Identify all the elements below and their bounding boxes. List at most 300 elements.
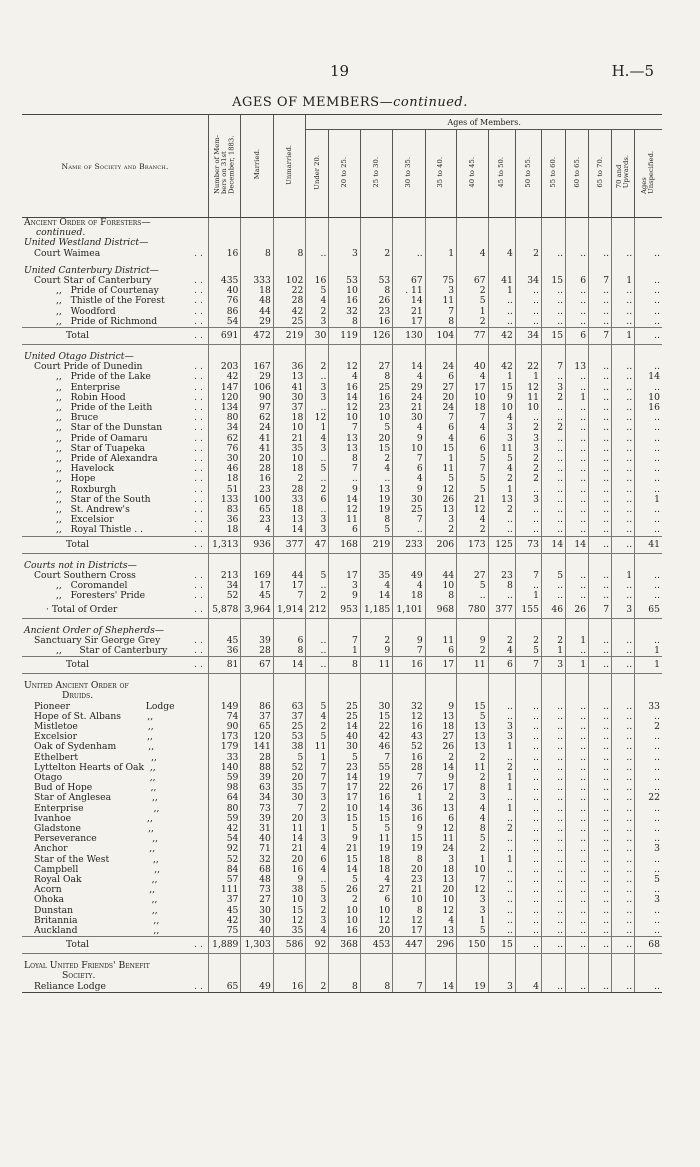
cell: ..: [612, 636, 635, 646]
cell: 11: [273, 824, 305, 834]
cell: 18: [208, 525, 240, 536]
row-name: [22, 602, 208, 619]
cell: [329, 259, 360, 266]
cell: 16: [360, 317, 392, 328]
cell: [329, 553, 360, 561]
cell: 2: [488, 636, 515, 646]
cell: 12: [425, 485, 456, 495]
cell: [241, 674, 273, 682]
cell: [208, 618, 240, 626]
cell: 1: [566, 636, 589, 646]
cell: 3: [306, 393, 329, 403]
table-row: [22, 362, 662, 372]
cell: ..: [488, 591, 515, 601]
cell: 11: [515, 393, 541, 403]
cell: 5: [541, 571, 565, 581]
cell: 7: [393, 515, 425, 525]
cell: ..: [541, 581, 565, 591]
header-age-label: 65 to 70.: [595, 156, 604, 188]
table-row: [22, 444, 662, 454]
cell: 2: [425, 753, 456, 763]
cell: ..: [612, 773, 635, 783]
cell: 25: [273, 722, 305, 732]
cell: ..: [566, 646, 589, 657]
cell: 3: [541, 657, 565, 674]
cell: 13: [273, 372, 305, 382]
cell: 33: [273, 495, 305, 505]
cell: ..: [515, 753, 541, 763]
cell: 23: [360, 307, 392, 317]
cell: ..: [589, 423, 612, 433]
cell: 10: [273, 895, 305, 905]
table-row: [22, 525, 662, 536]
cell: 10: [273, 423, 305, 433]
cell: 8: [360, 515, 392, 525]
cell: 41: [241, 434, 273, 444]
cell: [393, 674, 425, 682]
row-label: Bud of Hope ,,: [34, 783, 157, 794]
table-row: [22, 317, 662, 328]
cell: ..: [612, 403, 635, 413]
table-row: [22, 296, 662, 306]
row-label: United Canterbury District—: [24, 265, 159, 276]
cell: ..: [589, 937, 612, 954]
cell: 20: [241, 454, 273, 464]
row-label: Total: [66, 330, 90, 342]
row-leader: . .: [194, 454, 203, 465]
cell: ..: [635, 763, 662, 773]
cell: ..: [635, 307, 662, 317]
cell: 7: [273, 591, 305, 601]
cell: [566, 691, 589, 701]
cell: ..: [541, 793, 565, 803]
cell: 2: [488, 763, 515, 773]
cell: 48: [241, 296, 273, 306]
cell: ..: [612, 844, 635, 854]
cell: ..: [541, 591, 565, 601]
cell: 104: [425, 328, 456, 345]
cell: 28: [393, 763, 425, 773]
table-row: [22, 916, 662, 926]
cell: [515, 961, 541, 971]
cell: [360, 259, 392, 266]
cell: 23: [360, 403, 392, 413]
cell: ..: [488, 875, 515, 885]
cell: ..: [612, 383, 635, 393]
cell: 14: [635, 372, 662, 382]
cell: 16: [273, 865, 305, 875]
cell: 9: [425, 773, 456, 783]
row-leader: . .: [194, 484, 203, 495]
cell: 76: [208, 296, 240, 306]
row-name: [22, 383, 208, 393]
cell: [457, 961, 488, 971]
row-name: [22, 626, 208, 636]
header-age-label: 45 to 50.: [497, 156, 506, 188]
cell: 4: [393, 423, 425, 433]
cell: 168: [329, 536, 360, 553]
cell: 13: [360, 485, 392, 495]
cell: [541, 345, 565, 353]
cell: ..: [589, 591, 612, 601]
cell: 20: [360, 926, 392, 937]
cell: ..: [589, 916, 612, 926]
cell: ..: [635, 362, 662, 372]
row-label: ,, Enterprise: [56, 382, 121, 393]
row-label: Excelsior ,,: [34, 732, 153, 743]
cell: 15: [488, 937, 515, 954]
cell: 65: [241, 722, 273, 732]
cell: 3: [515, 434, 541, 444]
cell: 7: [515, 571, 541, 581]
cell: 10: [488, 403, 515, 413]
row-name: [22, 753, 208, 763]
table-row: [22, 495, 662, 505]
cell: ..: [541, 804, 565, 814]
row-name: [22, 505, 208, 515]
cell: 8: [241, 249, 273, 259]
cell: 8: [273, 646, 305, 657]
cell: 53: [360, 276, 392, 286]
cell: 1,889: [208, 937, 240, 954]
cell: ..: [515, 834, 541, 844]
row-name: [22, 352, 208, 362]
table-row: [22, 403, 662, 413]
cell: 169: [241, 571, 273, 581]
cell: [208, 345, 240, 353]
cell: ..: [566, 444, 589, 454]
cell: [589, 961, 612, 971]
row-label: Otago ,,: [34, 772, 156, 783]
table-row: [22, 434, 662, 444]
cell: 16: [329, 926, 360, 937]
cell: ..: [589, 722, 612, 732]
row-name: [22, 464, 208, 474]
cell: 21: [393, 885, 425, 895]
cell: 18: [393, 591, 425, 601]
cell: [393, 228, 425, 238]
cell: 62: [208, 434, 240, 444]
cell: [515, 681, 541, 691]
cell: 1,101: [393, 602, 425, 619]
row-label: Britannia ,,: [34, 915, 160, 926]
cell: 3: [457, 793, 488, 803]
cell: 8: [425, 591, 456, 601]
cell: 8: [329, 454, 360, 464]
cell: [488, 681, 515, 691]
cell: ..: [515, 742, 541, 752]
cell: ..: [488, 712, 515, 722]
cell: 34: [208, 581, 240, 591]
cell: [241, 681, 273, 691]
cell: ..: [612, 722, 635, 732]
cell: 65: [241, 505, 273, 515]
cell: 73: [241, 804, 273, 814]
row-name: [22, 591, 208, 601]
cell: 4: [457, 515, 488, 525]
cell: 92: [306, 937, 329, 954]
cell: ..: [515, 906, 541, 916]
cell: 26: [393, 783, 425, 793]
cell: 6: [566, 276, 589, 286]
cell: ..: [612, 485, 635, 495]
cell: 25: [329, 712, 360, 722]
cell: 13: [273, 515, 305, 525]
row-leader: . .: [194, 382, 203, 393]
header-age-12: [635, 130, 662, 218]
cell: ..: [589, 732, 612, 742]
cell: 24: [425, 844, 456, 854]
cell: 5: [457, 926, 488, 937]
table-row: [22, 591, 662, 601]
cell: 6: [306, 855, 329, 865]
cell: ..: [515, 307, 541, 317]
cell: ..: [635, 855, 662, 865]
row-label: ,, Pride of the Lake: [56, 372, 151, 383]
table-row: [22, 505, 662, 515]
cell: 92: [208, 844, 240, 854]
cell: 206: [425, 536, 456, 553]
cell: ..: [566, 804, 589, 814]
cell: [273, 345, 305, 353]
header-age-label: 40 to 45.: [467, 156, 476, 188]
row-name: [22, 495, 208, 505]
cell: 17: [329, 793, 360, 803]
cell: 4: [488, 464, 515, 474]
cell: ..: [612, 937, 635, 954]
cell: 4: [488, 646, 515, 657]
cell: ..: [589, 485, 612, 495]
row-leader: . .: [194, 645, 203, 656]
cell: ..: [612, 906, 635, 916]
cell: 179: [208, 742, 240, 752]
cell: [635, 218, 662, 229]
row-name: [22, 536, 208, 553]
table-row: [22, 804, 662, 814]
row-label: Courts not in Districts—: [24, 560, 137, 571]
cell: 22: [273, 286, 305, 296]
table-row: [22, 474, 662, 484]
cell: 8: [329, 317, 360, 328]
cell: 90: [241, 393, 273, 403]
cell: 90: [208, 722, 240, 732]
cell: 147: [208, 383, 240, 393]
cell: ..: [566, 702, 589, 712]
cell: 24: [241, 423, 273, 433]
row-label: Reliance Lodge: [34, 981, 106, 992]
cell: ..: [566, 722, 589, 732]
cell: 10: [393, 444, 425, 454]
cell: 19: [360, 505, 392, 515]
header-age-label: 50 to 55.: [523, 156, 532, 188]
cell: ..: [566, 423, 589, 433]
cell: 31: [241, 824, 273, 834]
cell: 141: [241, 742, 273, 752]
cell: 5: [457, 834, 488, 844]
cell: ..: [306, 636, 329, 646]
cell: 1: [635, 495, 662, 505]
cell: ..: [635, 444, 662, 454]
row-name: [22, 783, 208, 793]
cell: 17: [457, 383, 488, 393]
cell: 7: [393, 982, 425, 993]
cell: ..: [589, 702, 612, 712]
cell: [425, 691, 456, 701]
cell: ..: [541, 464, 565, 474]
row-name: [22, 276, 208, 286]
cell: 12: [306, 413, 329, 423]
cell: 1: [488, 372, 515, 382]
row-label: Ivanhoe ,,: [34, 813, 153, 824]
cell: 8: [425, 317, 456, 328]
cell: [360, 553, 392, 561]
table-row: [22, 926, 662, 937]
cell: 10: [273, 454, 305, 464]
cell: 1: [425, 249, 456, 259]
cell: 5: [457, 296, 488, 306]
cell: 45: [241, 591, 273, 601]
row-name: [22, 844, 208, 854]
cell: [635, 961, 662, 971]
table-row: [22, 906, 662, 916]
table-row: [22, 691, 662, 701]
cell: 19: [360, 495, 392, 505]
cell: ..: [612, 474, 635, 484]
cell: 6: [425, 423, 456, 433]
cell: 35: [273, 783, 305, 793]
cell: 9: [360, 646, 392, 657]
cell: ..: [635, 317, 662, 328]
cell: 100: [241, 495, 273, 505]
cell: [457, 674, 488, 682]
header-age-4: [425, 130, 456, 218]
cell: ..: [541, 372, 565, 382]
cell: ..: [612, 885, 635, 895]
cell: 14: [329, 722, 360, 732]
cell: 5,878: [208, 602, 240, 619]
cell: [457, 618, 488, 626]
cell: [515, 674, 541, 682]
row-name: [22, 657, 208, 674]
cell: 4: [393, 581, 425, 591]
row-name: [22, 454, 208, 464]
cell: ..: [541, 742, 565, 752]
cell: 18: [360, 855, 392, 865]
cell: [425, 681, 456, 691]
cell: [241, 954, 273, 962]
row-name: [22, 434, 208, 444]
cell: ..: [589, 773, 612, 783]
row-label: United Otago District—: [24, 352, 134, 363]
row-name: [22, 875, 208, 885]
cell: ..: [589, 495, 612, 505]
cell: 75: [425, 276, 456, 286]
cell: ..: [635, 865, 662, 875]
cell: 15: [360, 712, 392, 722]
cell: ..: [635, 434, 662, 444]
table-row: [22, 783, 662, 793]
cell: 15: [425, 444, 456, 454]
cell: ..: [635, 636, 662, 646]
cell: [635, 691, 662, 701]
cell: 11: [457, 763, 488, 773]
spacer-row: [22, 674, 662, 682]
cell: ..: [541, 895, 565, 905]
row-leader: . .: [194, 248, 203, 259]
cell: 3: [488, 423, 515, 433]
cell: 213: [208, 571, 240, 581]
cell: 15: [360, 444, 392, 454]
cell: 24: [425, 403, 456, 413]
cell: [425, 618, 456, 626]
cell: [566, 954, 589, 962]
cell: [635, 681, 662, 691]
row-label: Ohoka ,,: [34, 895, 158, 906]
cell: [515, 345, 541, 353]
cell: 173: [457, 536, 488, 553]
cell: 13: [425, 505, 456, 515]
table-row: [22, 571, 662, 581]
row-leader: . .: [194, 659, 203, 671]
spacer-row: [22, 553, 662, 561]
cell: [329, 618, 360, 626]
cell: 5: [306, 571, 329, 581]
cell: 30: [241, 916, 273, 926]
cell: 3,964: [241, 602, 273, 619]
row-name: [22, 553, 208, 561]
cell: ..: [589, 393, 612, 403]
cell: 12: [360, 916, 392, 926]
cell: 15: [393, 834, 425, 844]
row-name: [22, 393, 208, 403]
header-married: [241, 115, 273, 218]
cell: ..: [566, 485, 589, 495]
cell: [488, 553, 515, 561]
cell: 2: [306, 307, 329, 317]
cell: [241, 228, 273, 238]
table-row: [22, 561, 662, 571]
cell: 14: [273, 525, 305, 536]
cell: 17: [329, 783, 360, 793]
cell: 16: [329, 296, 360, 306]
cell: 11: [425, 296, 456, 306]
cell: ..: [566, 403, 589, 413]
cell: ..: [635, 328, 662, 345]
cell: 24: [425, 362, 456, 372]
cell: 3: [425, 855, 456, 865]
table-row: [22, 722, 662, 732]
row-label: ,, Bruce: [56, 413, 99, 424]
cell: [273, 218, 305, 229]
cell: ..: [488, 814, 515, 824]
cell: ..: [488, 753, 515, 763]
cell: ..: [541, 732, 565, 742]
cell: ..: [488, 296, 515, 306]
cell: ..: [589, 536, 612, 553]
cell: 13: [457, 732, 488, 742]
cell: [488, 218, 515, 229]
cell: [425, 954, 456, 962]
cell: 3: [488, 722, 515, 732]
cell: ..: [566, 926, 589, 937]
cell: ..: [612, 657, 635, 674]
cell: 7: [360, 753, 392, 763]
cell: 25: [360, 383, 392, 393]
cell: 1: [306, 753, 329, 763]
cell: 10: [329, 804, 360, 814]
row-name: [22, 646, 208, 657]
row-label: Sanctuary Sir George Grey: [34, 635, 161, 646]
